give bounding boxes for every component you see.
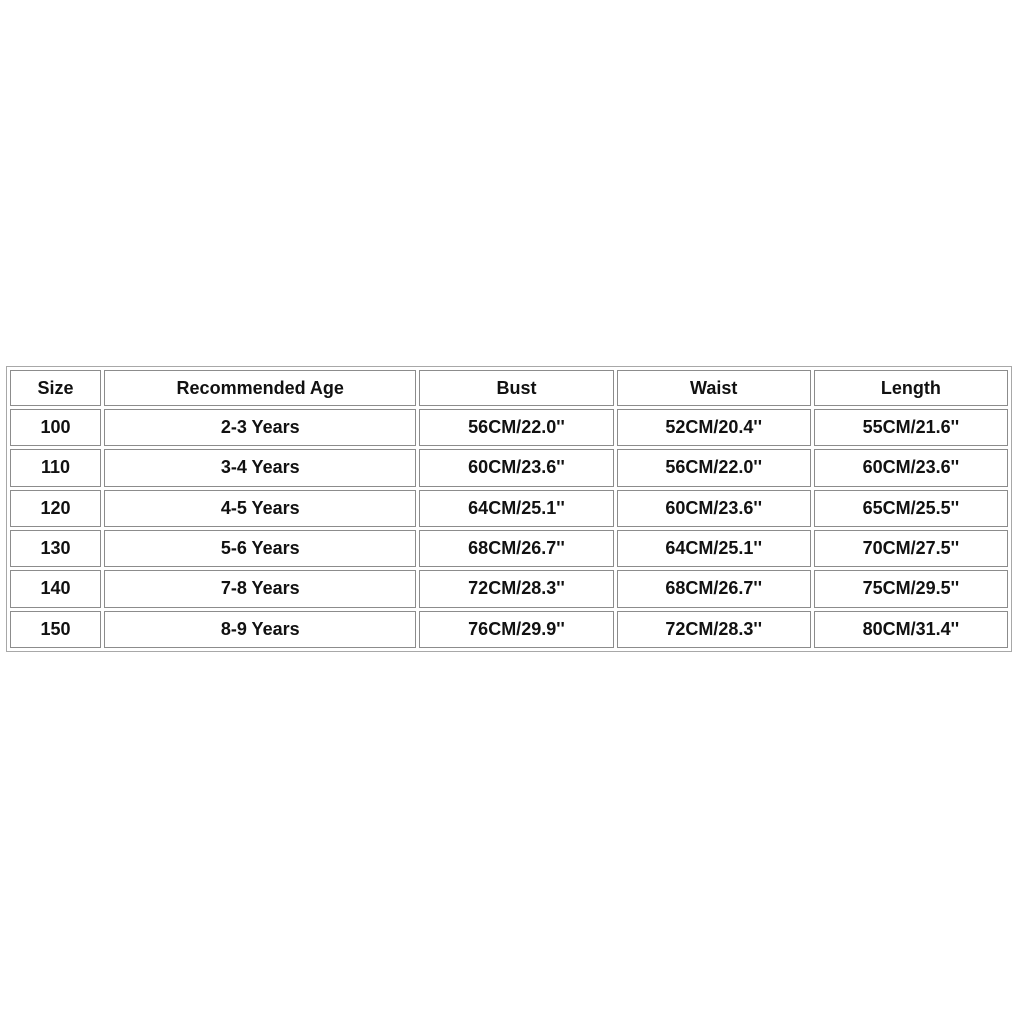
table-row [10,449,1008,486]
cell-age: 4-5 Years [104,490,416,527]
header-row [10,370,1008,406]
cell-size: 120 [10,490,101,527]
cell-length: 75CM/29.5'' [814,570,1008,607]
cell-bust: 76CM/29.9'' [419,611,613,648]
cell-length: 55CM/21.6'' [814,409,1008,446]
table-row [10,611,1008,648]
cell-length: 80CM/31.4'' [814,611,1008,648]
cell-bust: 60CM/23.6'' [419,449,613,486]
header-length: Length [814,370,1008,406]
cell-size: 130 [10,530,101,567]
cell-length: 70CM/27.5'' [814,530,1008,567]
cell-bust: 56CM/22.0'' [419,409,613,446]
table-row [10,409,1008,446]
cell-age: 3-4 Years [104,449,416,486]
table-row [10,530,1008,567]
size-chart-table [6,366,1012,652]
cell-waist: 64CM/25.1'' [617,530,811,567]
cell-length: 65CM/25.5'' [814,490,1008,527]
cell-waist: 60CM/23.6'' [617,490,811,527]
cell-size: 110 [10,449,101,486]
cell-age: 8-9 Years [104,611,416,648]
cell-size: 100 [10,409,101,446]
cell-waist: 68CM/26.7'' [617,570,811,607]
cell-waist: 52CM/20.4'' [617,409,811,446]
header-waist: Waist [617,370,811,406]
cell-age: 7-8 Years [104,570,416,607]
table-row [10,570,1008,607]
header-size: Size [10,370,101,406]
header-bust: Bust [419,370,613,406]
table-row [10,490,1008,527]
cell-age: 5-6 Years [104,530,416,567]
cell-age: 2-3 Years [104,409,416,446]
cell-bust: 64CM/25.1'' [419,490,613,527]
cell-waist: 56CM/22.0'' [617,449,811,486]
cell-size: 140 [10,570,101,607]
cell-waist: 72CM/28.3'' [617,611,811,648]
cell-size: 150 [10,611,101,648]
cell-bust: 68CM/26.7'' [419,530,613,567]
header-recommended-age: Recommended Age [104,370,416,406]
cell-bust: 72CM/28.3'' [419,570,613,607]
cell-length: 60CM/23.6'' [814,449,1008,486]
